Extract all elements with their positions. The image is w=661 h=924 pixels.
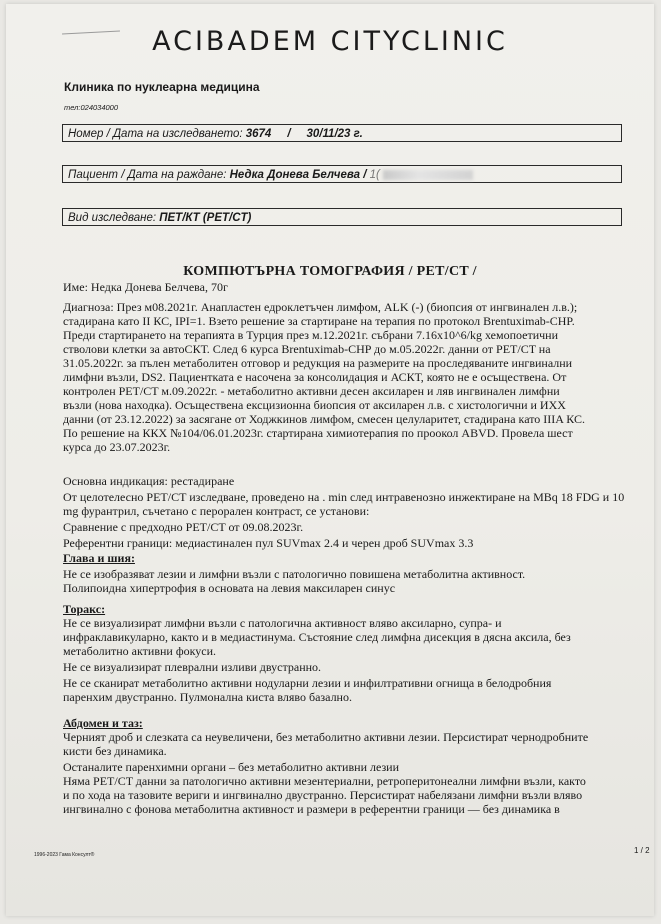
exam-number: 3674 (245, 128, 272, 140)
report-line: паренхим двустранно. Пулмонална киста вляво базално. (63, 690, 352, 704)
report-line: данни (от 23.12.2022) за засягане от Ходжкинов лимфом, смесен целуларитет, стадирана като IIIA КС. (63, 412, 585, 426)
report-title: КОМПЮТЪРНА ТОМОГРАФИЯ / PET/CT / (183, 264, 477, 279)
report-line: метаболитно активни фокуси. (63, 644, 217, 658)
report-line: стволови клетки за автоСКТ. След 6 курса Brentuximab-CHP до м.05.2022г. данни от PET/CT на (63, 342, 551, 356)
report-line: Полипоидна хипертрофия в основата на левия максиларен синус (63, 581, 396, 595)
report-line: По решение на ККХ №104/06.01.2023г. стартирана химиотерапия по проокол ABVD. Провела шест (63, 426, 573, 440)
patient-label: Пациент / Дата на раждане: (68, 169, 227, 181)
report-line: Сравнение с предходно PET/CT от 09.08.2023г. (63, 520, 304, 534)
report-line: Референтни граници: медиастинален пул SUVmax 2.4 и черен дроб SUVmax 3.3 (63, 536, 474, 550)
exam-number-box (62, 124, 622, 142)
report-line: Няма PET/CT данни за патологично активни мезентериални, ретроперитонеални лимфни възли, както (63, 774, 586, 788)
report-line: Основна индикация: рестадиране (63, 474, 235, 488)
report-line: и по хода на тазовите вериги и ингвинално двустранно. Персистират набелязани лимфни възли вляво (63, 788, 583, 802)
exam-type-box (62, 208, 622, 226)
report-line: контролен PET/CT м.09.2022г. - метаболитно активни десен аксиларен и ляв ингвинален лимфни (63, 384, 560, 398)
section-heading: Абдомен и таз: (63, 716, 143, 730)
exam-number-label: Номер / Дата на изследването: (68, 128, 243, 140)
section-heading: Торакс: (63, 602, 106, 616)
footer-copyright: 1996-2023 Гама Консулт® (34, 852, 95, 858)
report-line: Име: Недка Донева Белчева, 70г (63, 280, 228, 294)
report-line: От целотелесно PET/CT изследване, проведено на . min след интравенозно инжектиране на MBq 18 FDG и 10 (63, 490, 625, 504)
report-line: ингвинално с фонова метаболитна активност и размери в референтни граници — без динамика в (63, 802, 560, 816)
report-line: курса до 23.07.2023г. (63, 440, 171, 454)
exam-type-label: Вид изследване: (68, 212, 157, 224)
document-page (6, 4, 654, 916)
report-line: Не се изобразяват лезии и лимфни възли с патологично повишена метаболитна активност. (63, 567, 526, 581)
report-line: Останалите паренхимни органи – без метаболитно активни лезии (63, 760, 400, 774)
birthdate-partial: 1( (369, 169, 380, 181)
report-line: Диагноза: През м08.2021г. Анапластен едроклетъчен лимфом, ALK (-) (биопсия от ингвинален л.в.); (63, 300, 578, 314)
report-line: инфраклавикуларно, както и в медиастинума. Състояние след лимфна дисекция в дясна аксила, без (63, 630, 571, 644)
report-line: кисти без динамика. (63, 744, 167, 758)
report-line: 31.05.2022г. за пълен метаболитен отговор и редукция на размерите на проследяваните ингвинални (63, 356, 573, 370)
clinic-logo: ACIBADEM CITYCLINIC (152, 26, 508, 57)
report-line: Не се визуализират лимфни възли с патологична активност вляво аксиларно, супра- и (63, 616, 502, 630)
clinic-code: тел:024034000 (64, 103, 119, 112)
exam-date: 30/11/23 г. (306, 128, 363, 140)
report-line: Не се визуализират плеврални изливи двустранно. (63, 660, 322, 674)
report-line: Не се сканират метаболитно активни нодуларни лезии и инфилтративни огнища в белодробния (63, 676, 552, 690)
section-heading: Глава и шия: (63, 551, 135, 565)
page-number: 1 / 2 (634, 846, 650, 855)
report-line: стадирана като II КС, IPI=1. Взето решение за стартиране на терапия по протокол Brentuximab-CHP. (63, 314, 575, 328)
report-line: Черният дроб и слезката са неувеличени, без метаболитно активни лезии. Персистират чернодробните (63, 730, 589, 744)
report-line: mg фурантрил, съчетано с перорален контраст, се установи: (63, 504, 370, 518)
report-line: Преди стартирането на терапията в Турция през м.12.2021г. събрани 7.16x10^6/kg хемопоетични (63, 328, 559, 342)
redacted-birthdate (383, 170, 473, 180)
report-line: лимфни възли, DS2. Пациентката е насочена за консолидация и АСКТ, която не е осъществена. От (63, 370, 567, 384)
report-line: възли (нова находка). Осъществена ексцизионна биопсия от аксиларен л.в. с хистологични и ИХХ (63, 398, 566, 412)
patient-box (62, 165, 622, 183)
department-name: Клиника по нуклеарна медицина (64, 80, 260, 94)
patient-name: Недка Донева Белчева / (229, 169, 367, 181)
exam-sep: / (287, 128, 291, 140)
exam-type: ПЕТ/КТ (PET/CT) (159, 212, 252, 224)
